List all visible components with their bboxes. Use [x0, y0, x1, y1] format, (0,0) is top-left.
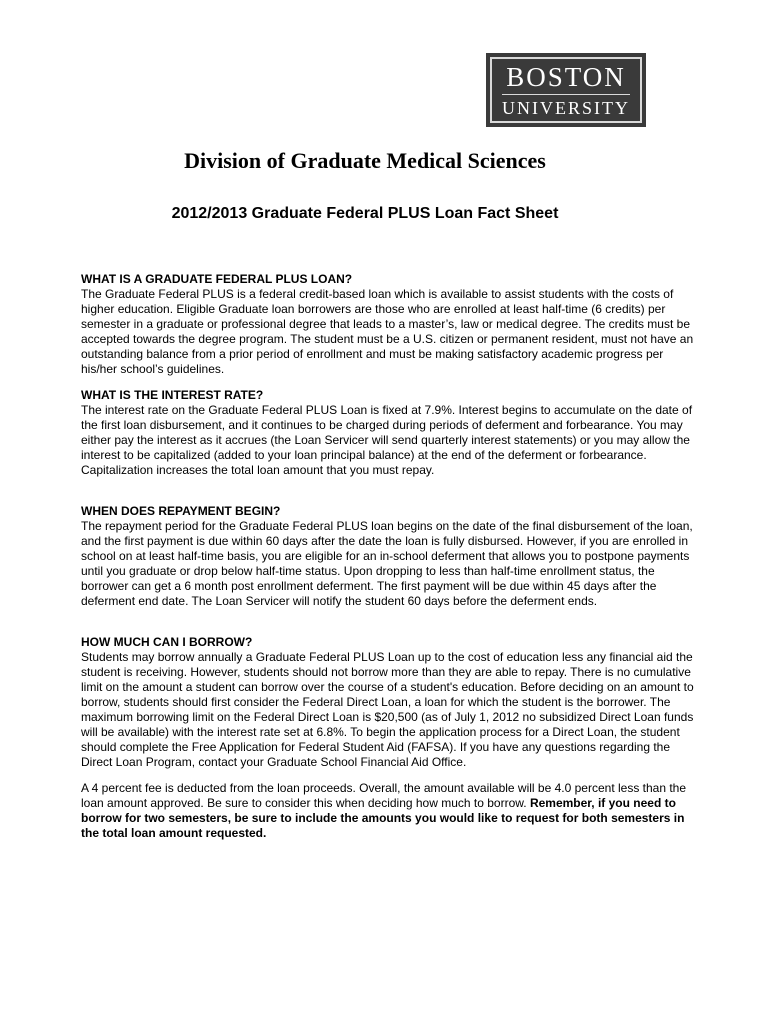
closing-paragraph: [81, 781, 696, 841]
section-heading-interest-rate: WHAT IS THE INTEREST RATE?: [81, 388, 264, 402]
section-body-interest-rate: The interest rate on the Graduate Federal PLUS Loan is fixed at 7.9%. Interest begins to accumulate on the date of the first loan disbursement, and it continues to be charged during periods of deferment and forbearance. You may either pay the interest as it accrues (the Loan Servicer will send quarterly interest statements) or you may allow the interest to be capitalized (added to your loan principal balance) at the end of the deferment or forbearance. Capitalization increases the total loan amount that you must repay.: [81, 403, 693, 477]
logo-divider: [502, 94, 630, 95]
logo-line-university: UNIVERSITY: [502, 97, 630, 118]
section-body-borrow-amount: Students may borrow annually a Graduate Federal PLUS Loan up to the cost of education less any financial aid the student is receiving. However, students should not borrow more than they are able to repay. There is no cumulative limit on the amount a student can borrow over the course of a student's education. Before deciding on an amount to borrow, students should first consider the Federal Direct Loan, a loan for which the student is the borrower. The maximum borrowing limit on the Federal Direct Loan is $20,500 (as of July 1, 2012 no subsidized Direct Loan funds will be available) with the interest rate set at 6.8%. To begin the application process for a Direct Loan, the student should complete the Free Application for Federal Student Aid (FAFSA). If you have any questions regarding the Direct Loan Program, contact your Graduate School Financial Aid Office.: [81, 650, 694, 769]
section-heading-repayment: WHEN DOES REPAYMENT BEGIN?: [81, 504, 281, 518]
section-body-what-is: The Graduate Federal PLUS is a federal credit-based loan which is available to assist students with the costs of higher education. Eligible Graduate loan borrowers are those who are enrolled at least half-time (6 credits) per semester in a graduate or professional degree that leads to a master’s, law or medical degree. The credits must be accepted towards the degree program. The student must be a U.S. citizen or permanent resident, must not have an outstanding balance from a prior period of enrollment and must be making satisfactory academic progress per his/her school’s guidelines.: [81, 287, 694, 376]
boston-university-logo: [486, 53, 646, 127]
section-body-repayment: The repayment period for the Graduate Federal PLUS loan begins on the date of the final disbursement of the loan, and the first payment is due within 60 days after the date the loan is fully disbursed. However, if you are enrolled in school on at least half-time basis, you are eligible for an in-school deferment that allows you to postpone payments until you graduate or drop below half-time status. Upon dropping to less than half-time enrollment status, the borrower can get a 6 month post enrollment deferment. The first payment will be due within 45 days after the deferment end date. The Loan Servicer will notify the student 60 days before the deferment ends.: [81, 519, 693, 608]
spacer: [81, 770, 696, 781]
division-title: Division of Graduate Medical Sciences: [184, 148, 546, 173]
closing-text: A 4 percent fee is deducted from the loan proceeds. Overall, the amount available will be 4.0 percent less than the loan amount approved. Be sure to consider this when deciding how much to borrow.: [81, 781, 687, 810]
logo-frame: [490, 57, 642, 123]
closing-reminder: Remember, if you need to borrow for two semesters, be sure to include the amounts you would like to request for both semesters in the total loan amount requested.: [81, 796, 685, 840]
document-body: [81, 272, 696, 841]
section-heading-what-is: WHAT IS A GRADUATE FEDERAL PLUS LOAN?: [81, 272, 353, 286]
spacer: [81, 609, 696, 635]
logo-line-boston: BOSTON: [506, 61, 626, 92]
section-heading-borrow-amount: HOW MUCH CAN I BORROW?: [81, 635, 253, 649]
fact-sheet-title: 2012/2013 Graduate Federal PLUS Loan Fact Sheet: [171, 205, 559, 222]
spacer: [81, 478, 696, 504]
spacer: [81, 377, 696, 388]
